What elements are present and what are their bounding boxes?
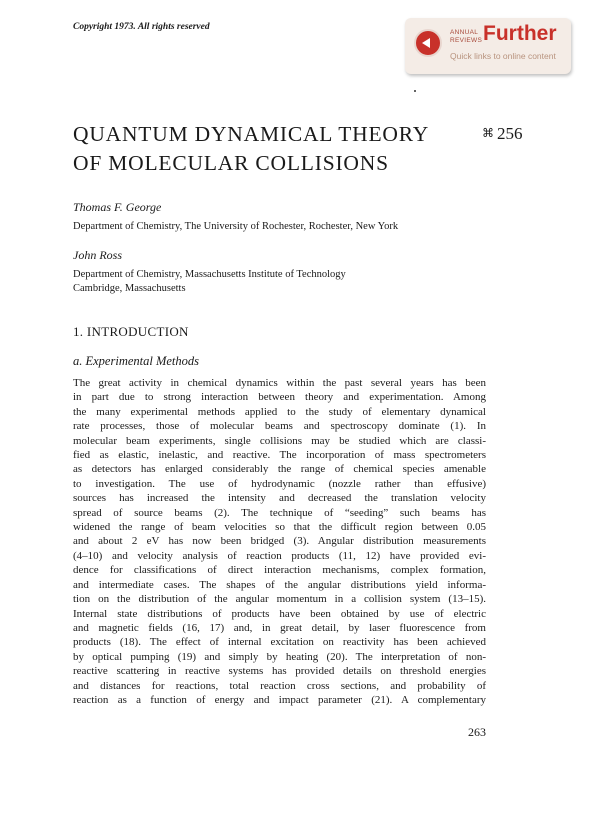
body-line: reaction as a function of energy and impact parameter (21). A complementary (73, 693, 486, 706)
play-back-icon (414, 29, 442, 57)
affiliation-line: Cambridge, Massachusetts (73, 283, 186, 294)
copyright-notice: Copyright 1973. All rights reserved (73, 22, 210, 32)
title-line-1: QUANTUM DYNAMICAL THEORY (73, 122, 430, 146)
subsection-heading: a. Experimental Methods (73, 354, 200, 368)
body-line: dence for classifications of direct interaction mechanisms, complex formation, (73, 564, 486, 577)
body-line: to investigation. The use of hydrodynamic (nozzle rather than effusive) (73, 477, 486, 490)
body-line: tion on the distribution of the angular momentum in a collision system (13–15). (73, 593, 486, 606)
body-line: molecular beam experiments, single collisions may be studied which are classi- (73, 434, 486, 447)
further-subtitle: Quick links to online content (450, 51, 556, 61)
body-line: in part due to strong interaction between theory and experimentation. Among (73, 391, 486, 404)
further-label: Further (483, 22, 557, 45)
body-line: Internal state distributions of products have been obtained by use of electric (73, 607, 486, 620)
body-line: sources has increased the intensity and decreased the translation velocity (73, 492, 486, 505)
body-line: and intermediate cases. The shapes of the angular distributions yield informa- (73, 578, 486, 591)
body-line: products (18). The effect of internal excitation on reactivity has been achieved (73, 636, 486, 649)
title-line-2: OF MOLECULAR COLLISIONS (73, 151, 389, 175)
affiliation-line: Department of Chemistry, The University of Rochester, Rochester, New York (73, 221, 399, 232)
stray-dot (414, 90, 416, 92)
article-title (73, 120, 429, 178)
section-heading: 1. INTRODUCTION (73, 324, 189, 339)
body-paragraph (73, 376, 486, 707)
body-line: (4–10) and velocity analysis of reaction products (11, 12) have provided evi- (73, 549, 486, 562)
body-line: spread of source beams (2). The technique of “seeding” such beams has (73, 506, 486, 519)
body-line: and distances for reactions, total reaction cross sections, and probability of (73, 679, 486, 692)
page-reference[interactable] (482, 124, 523, 144)
reviews-label: REVIEWS (450, 37, 483, 44)
body-line: reactive scattering in reactive systems has provided details on threshold energies (73, 665, 486, 678)
body-line: and magnetic fields (16, 17) and, in great detail, by laser fluorescence from (73, 621, 486, 634)
body-line: fied as elastic, inelastic, and reactive. The incorporation of mass spectrometers (73, 449, 486, 462)
affiliation-line: Department of Chemistry, Massachusetts Institute of Technology (73, 269, 346, 280)
body-line: widened the range of beam velocities so that the difficult region between 0.05 (73, 521, 486, 534)
page-number: 263 (468, 725, 486, 739)
body-line: the many experimental methods applied to the study of elementary dynamical (73, 405, 486, 418)
body-line: The great activity in chemical dynamics within the past several years has been (73, 377, 486, 389)
annual-label: ANNUAL (450, 29, 479, 36)
annual-reviews-further-badge[interactable] (405, 18, 571, 74)
body-line: rate processes, those of molecular beams and spectroscopy dominate (1). In (73, 420, 486, 433)
body-line: as detectors has enlarged considerably the range of chemical species amenable (73, 463, 486, 476)
page-ref-symbol: ⌘ (482, 126, 494, 140)
author-name: Thomas F. George (73, 200, 162, 214)
author-affiliation (73, 268, 346, 296)
page-ref-number: 256 (497, 124, 523, 143)
author-affiliation (73, 220, 398, 234)
body-line: and about 2 eV has now been bridged (3). Angular distribution measurements (73, 535, 486, 548)
author-name: John Ross (73, 248, 122, 262)
body-line: by optical pumping (19) and simply by heating (20). The interpretation of non- (73, 650, 486, 663)
